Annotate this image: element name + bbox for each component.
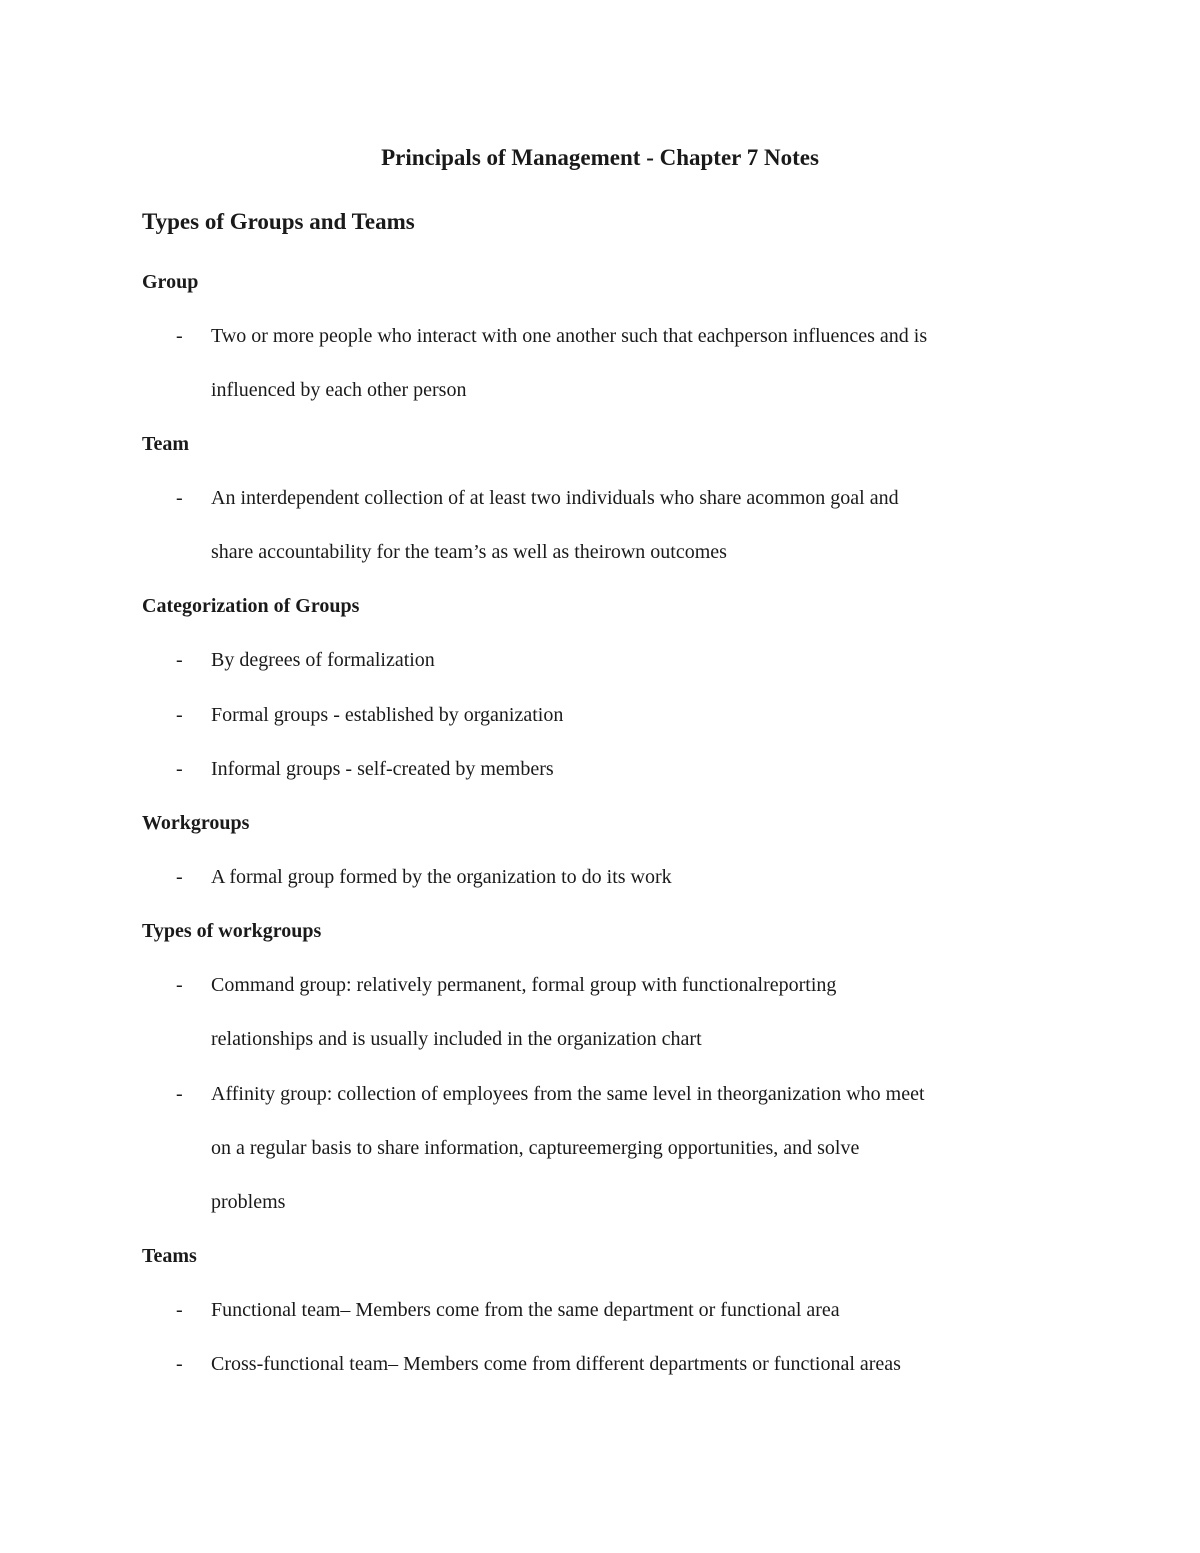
item-line: share accountability for the team’s as well as theirown outcomes <box>211 541 727 564</box>
dash-bullet: - <box>176 704 183 726</box>
section-title: Types of Groups and Teams <box>142 209 415 234</box>
dash-bullet: - <box>176 1353 183 1375</box>
dash-bullet: - <box>176 866 183 888</box>
item-line: Cross-functional team– Members come from different departments or functional areas <box>211 1353 901 1375</box>
item-line: problems <box>211 1191 286 1214</box>
heading-types-of-workgroups: Types of workgroups <box>142 920 322 942</box>
item-line: Functional team– Members come from the same department or functional area <box>211 1299 840 1321</box>
dash-bullet: - <box>176 974 183 996</box>
dash-bullet: - <box>176 1083 183 1105</box>
item-line: An interdependent collection of at least two individuals who share acommon goal and <box>211 487 899 509</box>
heading-categorization: Categorization of Groups <box>142 595 360 617</box>
dash-bullet: - <box>176 487 183 509</box>
document-title: Principals of Management - Chapter 7 Notes <box>381 145 819 170</box>
item-line: relationships and is usually included in the organization chart <box>211 1028 702 1051</box>
dash-bullet: - <box>176 1299 183 1321</box>
item-line: By degrees of formalization <box>211 649 435 671</box>
dash-bullet: - <box>176 649 183 671</box>
dash-bullet: - <box>176 325 183 347</box>
heading-team: Team <box>142 433 190 455</box>
item-line: Command group: relatively permanent, formal group with functionalreporting <box>211 974 837 996</box>
heading-group: Group <box>142 271 199 293</box>
heading-teams: Teams <box>142 1245 197 1267</box>
item-line: influenced by each other person <box>211 379 467 402</box>
item-line: Formal groups - established by organization <box>211 704 564 726</box>
item-line: on a regular basis to share information, captureemerging opportunities, and solve <box>211 1137 860 1160</box>
item-line: Affinity group: collection of employees from the same level in theorganization who meet <box>211 1083 925 1105</box>
heading-workgroups: Workgroups <box>142 812 250 834</box>
item-line: A formal group formed by the organization to do its work <box>211 866 672 888</box>
item-line: Two or more people who interact with one another such that eachperson influences and is <box>211 325 928 347</box>
dash-bullet: - <box>176 758 183 780</box>
item-line: Informal groups - self-created by members <box>211 758 554 780</box>
